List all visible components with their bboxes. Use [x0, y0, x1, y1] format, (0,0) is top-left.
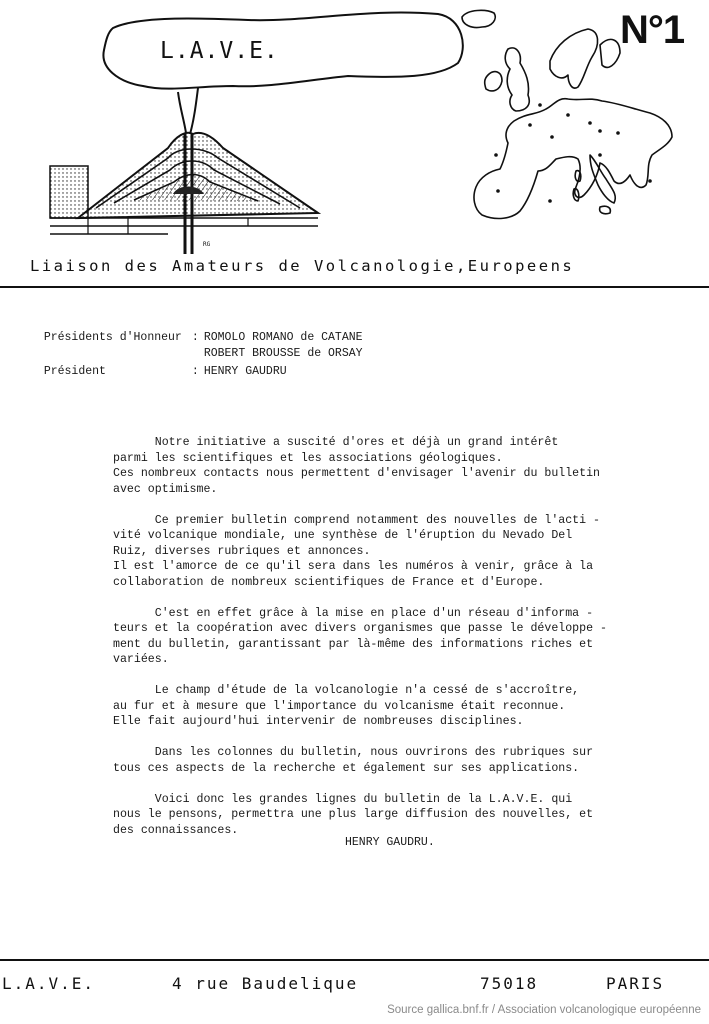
source-note: Source gallica.bnf.fr / Association volcanologique européenne — [387, 1004, 701, 1016]
paragraph: Notre initiative a suscité d'ores et déjà un grand intérêt parmi les scientifiques et les associations géologiques. Ces nombreux contacts nous permettent d'envisager l'avenir du bulletin avec optimisme. — [113, 436, 601, 496]
footer-city: PARIS — [606, 974, 665, 993]
officer-name: ROBERT BROUSSE de ORSAY — [203, 347, 363, 360]
officer-role: Présidents d'Honneur — [43, 331, 182, 344]
officer-role: Président — [43, 365, 106, 378]
header-divider — [0, 286, 709, 288]
paragraph: C'est en effet grâce à la mise en place d'un réseau d'informa - teurs et la coopération avec divers organismes que passe le développe - ment du bulletin, garantissant par là-même des informations riches et variées. — [113, 606, 607, 666]
footer-street: 4 rue Baudelique — [172, 974, 359, 993]
officer-separator: : — [191, 365, 199, 378]
subtitle: Liaison des Amateurs de Volcanologie,Europeens — [30, 257, 575, 275]
signature: HENRY GAUDRU. — [345, 836, 435, 849]
footer-postcode: 75018 — [480, 974, 539, 993]
paragraph: Voici donc les grandes lignes du bulletin de la L.A.V.E. qui nous le pensons, permettra une plus large diffusion des nouvelles, et des connaissances. — [113, 792, 594, 837]
svg-text:RG: RG — [203, 241, 211, 248]
officer-name: HENRY GAUDRU — [203, 365, 287, 378]
paragraph: Ce premier bulletin comprend notamment des nouvelles de l'acti - vité volcanique mondiale, une synthèse de l'éruption du Nevado Del Ruiz, diverses rubriques et annonces. Il est l'amorce de ce qu'il sera dans les numéros à venir, grâce à la collaboration de nombreux scientifiques de France et d'Europe. — [113, 513, 601, 589]
paragraph: Le champ d'étude de la volcanologie n'a cessé de s'accroître, au fur et à mesure que l'importance du volcanisme était reconnue. Elle fait aujourd'hui intervenir de nombreuses disciplines. — [113, 684, 580, 728]
footer-org: L.A.V.E. — [2, 974, 96, 993]
officer-separator: : — [191, 331, 199, 344]
logo-text: L.A.V.E. — [160, 38, 279, 64]
officer-row-president — [30, 348, 287, 380]
officer-name: ROMOLO ROMANO de CATANE — [203, 331, 363, 344]
paragraph: Dans les colonnes du bulletin, nous ouvrirons des rubriques sur tous ces aspects de la recherche et également sur ses applications. — [113, 746, 594, 775]
issue-number: N°1 — [620, 8, 685, 52]
editorial-body — [113, 435, 633, 854]
footer-divider — [0, 959, 709, 961]
